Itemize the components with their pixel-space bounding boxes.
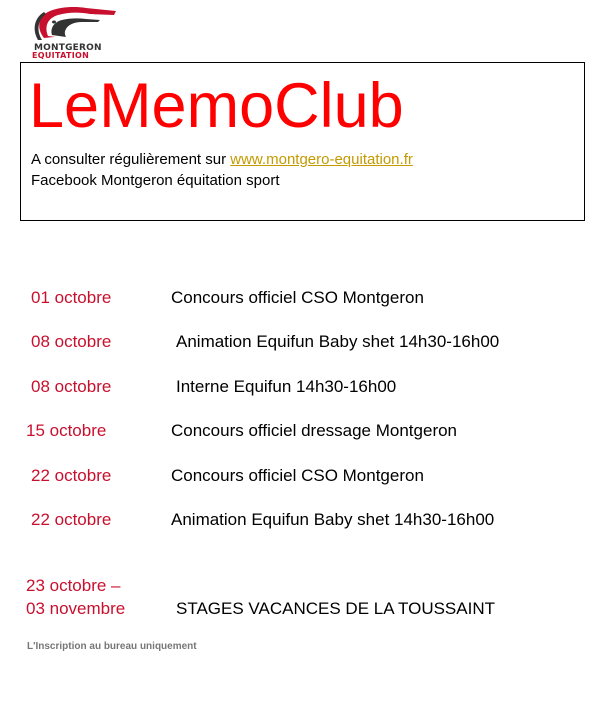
event-date: 08 octobre <box>31 377 112 396</box>
event-description: Concours officiel CSO Montgeron <box>171 288 424 307</box>
event-date: 22 octobre <box>31 510 112 529</box>
event-description: Concours officiel dressage Montgeron <box>171 421 458 440</box>
event-description: Animation Equifun Baby shet 14h30-16h00 <box>176 332 500 351</box>
consult-line <box>31 151 413 169</box>
event-description: Interne Equifun 14h30-16h00 <box>176 377 397 396</box>
event-date: 22 octobre <box>31 466 112 485</box>
event-description: Animation Equifun Baby shet 14h30-16h00 <box>171 510 495 529</box>
stage-date-start: 23 octobre – <box>26 576 121 595</box>
facebook-line: Facebook Montgeron équitation sport <box>31 172 280 189</box>
horse-head-icon <box>30 2 120 44</box>
website-link[interactable]: www.montgero-equitation.fr <box>230 151 413 168</box>
consult-prefix: A consulter régulièrement sur <box>31 151 231 168</box>
logo-subtitle: EQUITATION <box>32 51 90 60</box>
memo-title: LeMemoClub <box>29 71 404 141</box>
memo-box <box>20 62 585 221</box>
event-description: Concours officiel CSO Montgeron <box>171 466 424 485</box>
event-date: 01 octobre <box>31 288 112 307</box>
club-logo <box>30 2 120 58</box>
event-date: 08 octobre <box>31 332 112 351</box>
stage-date-end: 03 novembre <box>26 599 126 618</box>
logo-name: MONTGERON <box>34 43 102 53</box>
stage-description: STAGES VACANCES DE LA TOUSSAINT <box>176 599 495 618</box>
footnote: L'Inscription au bureau uniquement <box>27 641 197 652</box>
event-date: 15 octobre <box>26 421 107 440</box>
